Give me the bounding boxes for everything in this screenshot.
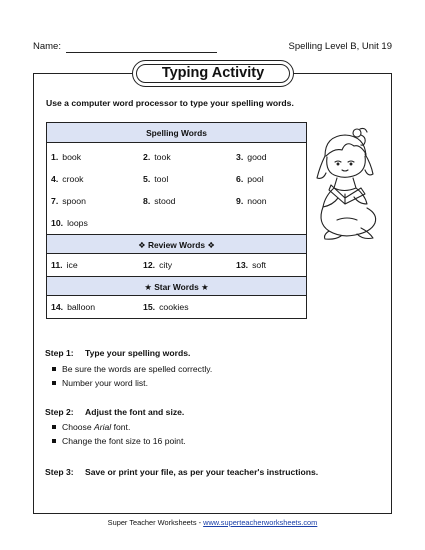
table-row: [47, 254, 306, 276]
step-label: Step 3:: [45, 467, 74, 477]
word-item: 13. soft: [236, 260, 267, 270]
word-item: 10. loops: [51, 218, 88, 228]
bullet-icon: [52, 367, 56, 371]
word-item: 15. cookies: [143, 302, 189, 312]
table-row: [47, 146, 306, 168]
word-item: 9. noon: [236, 196, 267, 206]
worksheet-header: [33, 41, 392, 55]
word-item: 5. tool: [143, 174, 169, 184]
list-item: Choose Arial font.: [52, 422, 130, 432]
word-item: 6. pool: [236, 174, 264, 184]
word-item: 3. good: [236, 152, 267, 162]
reading-girl-illustration: [313, 124, 381, 240]
step-label: Step 1:: [45, 348, 74, 358]
spelling-words-header: Spelling Words: [47, 123, 306, 143]
page-title: Typing Activity: [161, 65, 265, 81]
instruction-text: Use a computer word processor to type your spelling words.: [46, 98, 294, 108]
unit-label: Spelling Level B, Unit 19: [288, 41, 392, 52]
bullet-icon: [52, 425, 56, 429]
word-item: 14. balloon: [51, 302, 96, 312]
footer-text: Super Teacher Worksheets -: [107, 518, 204, 527]
step-label: Step 2:: [45, 407, 74, 417]
bullet-icon: [52, 381, 56, 385]
list-item: Be sure the words are spelled correctly.: [52, 364, 212, 374]
table-row: [47, 168, 306, 190]
footer-link[interactable]: www.superteacherworksheets.com: [203, 518, 318, 527]
word-item: 11. ice: [51, 260, 78, 270]
list-item: Number your word list.: [52, 378, 148, 388]
title-banner: [132, 60, 294, 87]
list-item: Change the font size to 16 point.: [52, 436, 186, 446]
word-item: 2. took: [143, 152, 171, 162]
spelling-words-table: [46, 122, 307, 319]
table-row: [47, 212, 306, 234]
word-item: 8. stood: [143, 196, 176, 206]
step-title: Type your spelling words.: [85, 348, 191, 358]
name-blank-line: [66, 52, 217, 53]
step-title: Adjust the font and size.: [85, 407, 185, 417]
name-label: Name:: [33, 41, 61, 52]
word-item: 12. city: [143, 260, 173, 270]
footer: [0, 518, 425, 527]
star-words-header: ★ Star Words ★: [47, 276, 306, 296]
table-row: [47, 190, 306, 212]
word-item: 7. spoon: [51, 196, 86, 206]
word-item: 4. crook: [51, 174, 84, 184]
step-title: Save or print your file, as per your teacher's instructions.: [85, 467, 319, 477]
table-row: [47, 296, 306, 318]
review-words-header: ❖ Review Words ❖: [47, 234, 306, 254]
word-item: 1. book: [51, 152, 82, 162]
bullet-icon: [52, 439, 56, 443]
